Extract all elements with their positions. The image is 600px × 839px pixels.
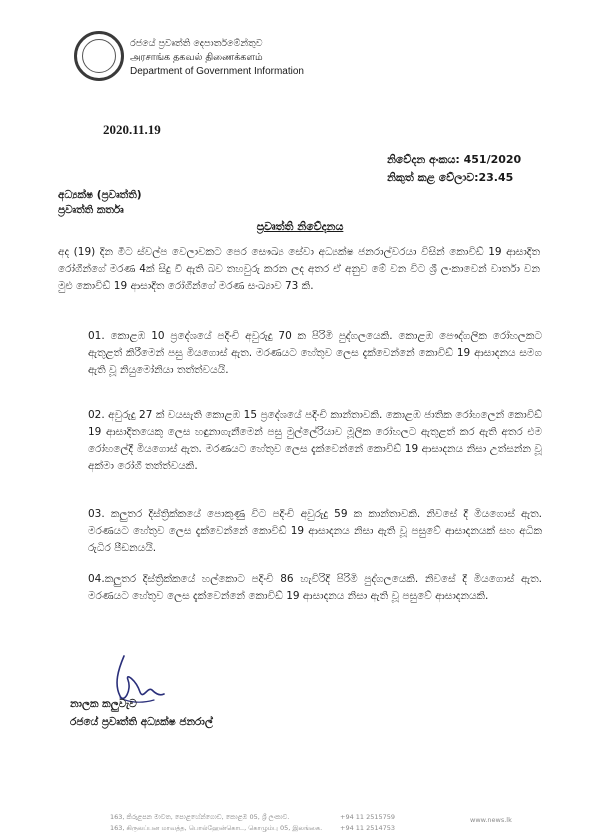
list-item: 04.කලුතර දිස්ත්‍රික්කයේ හල්කොට පදිංචි 86 හැවිරිදි පිරිමි පුද්ගලයෙකි. නිවසේ දී මියගොස් ඇත. මරණයට හේතුව ලෙස දැක්වෙන්නේ කොවිඩ් 19 ආසාදනය නිසා ඇති වූ පසුවේ ආසාදනයකි. [88,573,542,602]
footer-phone: +94 11 2515759 [340,813,396,821]
footer-address-sinhala: 163, කිරුළපන මාවත, පොළහේන්ගොඩ, කොළඹ 05, ශ්‍රී ලංකාව. [110,813,290,821]
list-item: 01. කොළඹ 10 ප්‍රදේශයේ පදිංචි අවුරුදු 70 ක පිරිමි පුද්ගලයෙකි. කොළඹ පෞද්ගලික රෝහලකට ඇතුළත් කිරීමෙන් පසු මියගොස් ඇත. මරණයට හේතුව ලෙස දැක්වෙන්නේ කොවිඩ් 19 ආසාදනය සමග ඇති වූ නියුමෝනියා තත්ත්වයයි. [88,330,542,376]
signer-name: නාලක කලුවැව [70,698,137,710]
dept-name-tamil: அரசாங்க தகவல் திணைக்களம் [130,52,263,63]
dept-name-sinhala: රජයේ ප්‍රවෘත්ති දෙපාර්තමේන්තුව [130,38,263,49]
signer-title: රජයේ ප්‍රවෘත්ති අධ්‍යක්ෂ ජනරාල් [70,716,213,728]
dept-name-english: Department of Government Information [130,66,304,77]
list-item: 02. අවුරුදු 27 ක් වයසැති කොළඹ 15 ප්‍රදේශයේ පදිංචි කාන්තාවකි. කොළඹ ජාතික රෝහලෙන් කොවිඩ් 19 ආසාදිතයෙකු ලෙස හඳුනාගැනීමෙන් පසු මුල්ලේරියාව මූලික රෝහලට ඇතුළත් කර ඇති අතර එම රෝහලේදී මියගොස් ඇත. මරණයට හේතුව ලෙස දැක්වෙන්නේ කොවිඩ් 19 ආසාදනය නිසා උත්සන්න වූ අක්මා රෝගී තත්ත්වයකි. [88,409,542,472]
list-item: 03. කලුතර දිස්ත්‍රික්කයේ පොකුණු විට පදිංචි අවුරුදු 59 ක කාන්තාවකි. නිවසේ දී මියගොස් ඇත. මරණයට හේතුව ලෙස දැක්වෙන්නේ කොවිඩ් 19 ආසාදනය නිසා ඇති වූ පසුවේ ආසාදනයක් සහ අධික රුධිර පීඩනයයි. [88,508,542,554]
release-number: නිවේදන අංකය: 451/2020 [387,153,522,166]
government-emblem [74,31,124,81]
footer-website: www.news.lk [470,816,512,824]
footer-address-tamil: 163, கிருலப்பன மாவத்த, பொல்ஹேன்கொட, கொழும்பு 05, இலங்கை. [110,824,323,832]
intro-paragraph: අද (19) දින මීට ස්වල්ප වෙලාවකට පෙර සෞඛ්‍ය සේවා අධ්‍යක්ෂ ජනරාල්වරයා විසින් කොවිඩ් 19 ආසාදිත රෝගීන්ගේ මරණ 4ක් සිදු වී ඇති බව තහවුරු කරන ලද අතර ඒ අනුව මේ වන විට ශ්‍රී ලංකාවෙන් වාර්තා වන මුළු කොවිඩ් 19 ආසාදිත රෝගීන්ගේ මරණ සංඛ්‍යාව 73 කි. [58,246,540,292]
footer-fax: +94 11 2514753 [340,824,396,832]
addressee-editor: ප්‍රවෘත්ති කර්තෘ [58,204,124,216]
release-date: 2020.11.19 [103,122,161,137]
addressee-director: අධ්‍යක්ෂ (ප්‍රවෘත්ති) [58,189,142,201]
release-time: නිකුත් කළ වේලාව:23.45 [387,171,514,184]
document-subject: ප්‍රවෘත්ති නිවේදනය [256,220,344,233]
